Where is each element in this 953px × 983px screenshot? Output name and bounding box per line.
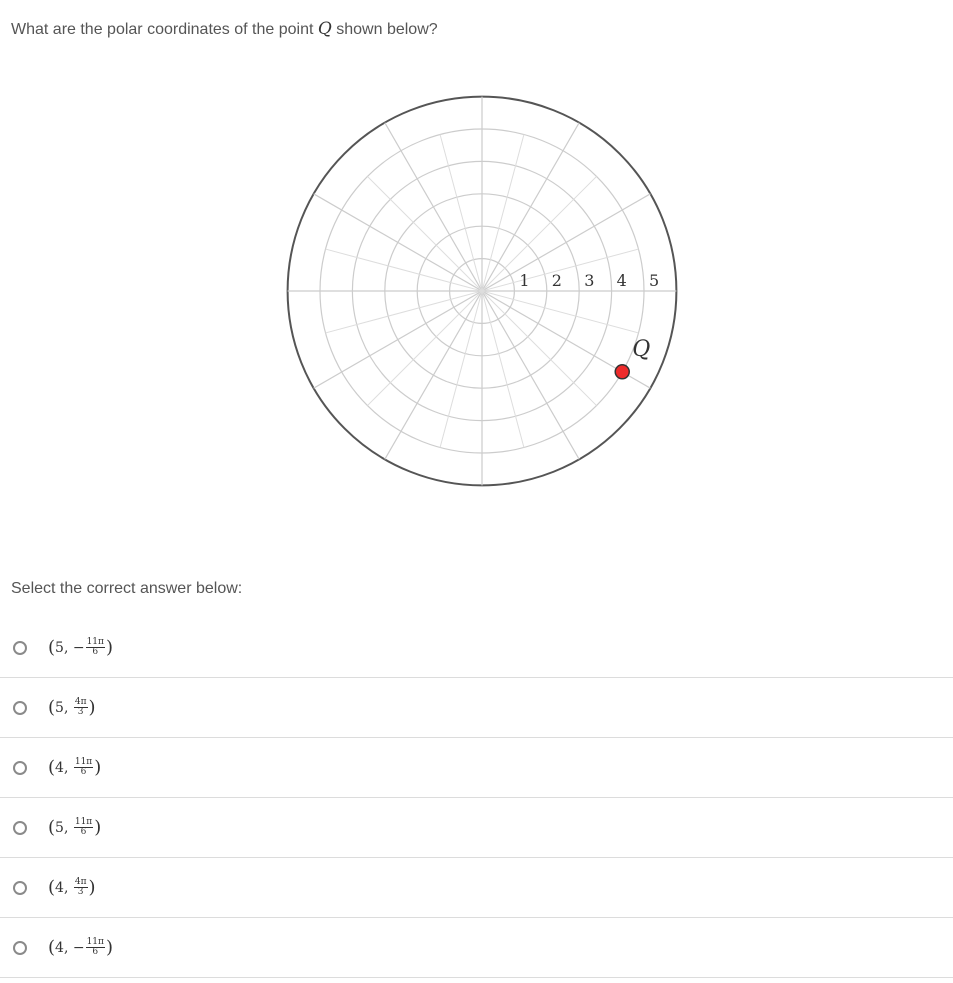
sign: −	[72, 639, 85, 656]
angle-fraction	[74, 758, 93, 777]
choice-label	[48, 938, 113, 957]
ring-label: 2	[551, 271, 562, 290]
choice-option-2[interactable]	[0, 678, 953, 738]
point-q-marker	[615, 365, 629, 379]
fraction-numerator: 4π	[74, 877, 87, 887]
open-paren: (	[48, 636, 56, 658]
question-variable: Q	[317, 19, 332, 39]
fraction-numerator: 11π	[74, 757, 93, 767]
radius-value: 5,	[55, 819, 69, 836]
radio-button[interactable]	[13, 761, 27, 775]
radius-value: 4,	[55, 879, 69, 896]
ring-label: 5	[649, 271, 660, 290]
question-prefix: What are the polar coordinates of the point	[11, 21, 318, 38]
radius-value: 4,	[55, 939, 69, 956]
fraction-denominator: 6	[92, 947, 99, 957]
open-paren: (	[48, 816, 56, 838]
choice-label	[48, 698, 96, 717]
ring-label: 3	[584, 271, 595, 290]
radio-button[interactable]	[13, 821, 27, 835]
open-paren: (	[48, 756, 56, 778]
fraction-denominator: 6	[92, 647, 99, 657]
close-paren: )	[94, 756, 102, 778]
fraction-denominator: 3	[77, 887, 84, 897]
choice-label	[48, 638, 113, 657]
angle-fraction	[74, 878, 88, 897]
question-suffix: shown below?	[331, 21, 438, 38]
choice-label	[48, 818, 101, 837]
choice-option-1[interactable]	[0, 618, 953, 678]
fraction-numerator: 11π	[86, 937, 104, 947]
choice-option-3[interactable]	[0, 738, 953, 798]
angle-fraction	[86, 638, 105, 657]
point-q-label: Q	[632, 336, 651, 362]
fraction-denominator: 3	[77, 707, 84, 717]
open-paren: (	[48, 876, 56, 898]
close-paren: )	[105, 636, 113, 658]
angle-fraction	[74, 818, 93, 837]
angle-fraction	[86, 938, 105, 957]
sign: −	[72, 939, 85, 956]
open-paren: (	[48, 696, 56, 718]
radio-button[interactable]	[13, 941, 27, 955]
radio-button[interactable]	[13, 641, 27, 655]
radius-value: 4,	[55, 759, 69, 776]
fraction-numerator: 4π	[74, 697, 87, 707]
choice-label	[48, 758, 101, 777]
choice-option-5[interactable]	[0, 858, 953, 918]
open-paren: (	[48, 936, 56, 958]
answer-prompt: Select the correct answer below:	[11, 580, 243, 597]
choice-option-4[interactable]	[0, 798, 953, 858]
angle-fraction	[74, 698, 88, 717]
choice-option-6[interactable]	[0, 918, 953, 978]
ring-label: 4	[616, 271, 627, 290]
radio-button[interactable]	[13, 701, 27, 715]
fraction-denominator: 6	[80, 767, 87, 777]
fraction-denominator: 6	[80, 827, 87, 837]
answer-choices	[0, 618, 953, 978]
close-paren: )	[88, 696, 96, 718]
ring-label: 1	[519, 271, 530, 290]
close-paren: )	[94, 816, 102, 838]
radius-value: 5,	[55, 699, 69, 716]
close-paren: )	[88, 876, 96, 898]
fraction-numerator: 11π	[74, 817, 93, 827]
fraction-numerator: 11π	[86, 637, 104, 647]
radio-button[interactable]	[13, 881, 27, 895]
close-paren: )	[105, 936, 113, 958]
radius-value: 5,	[55, 639, 69, 656]
choice-label	[48, 878, 96, 897]
